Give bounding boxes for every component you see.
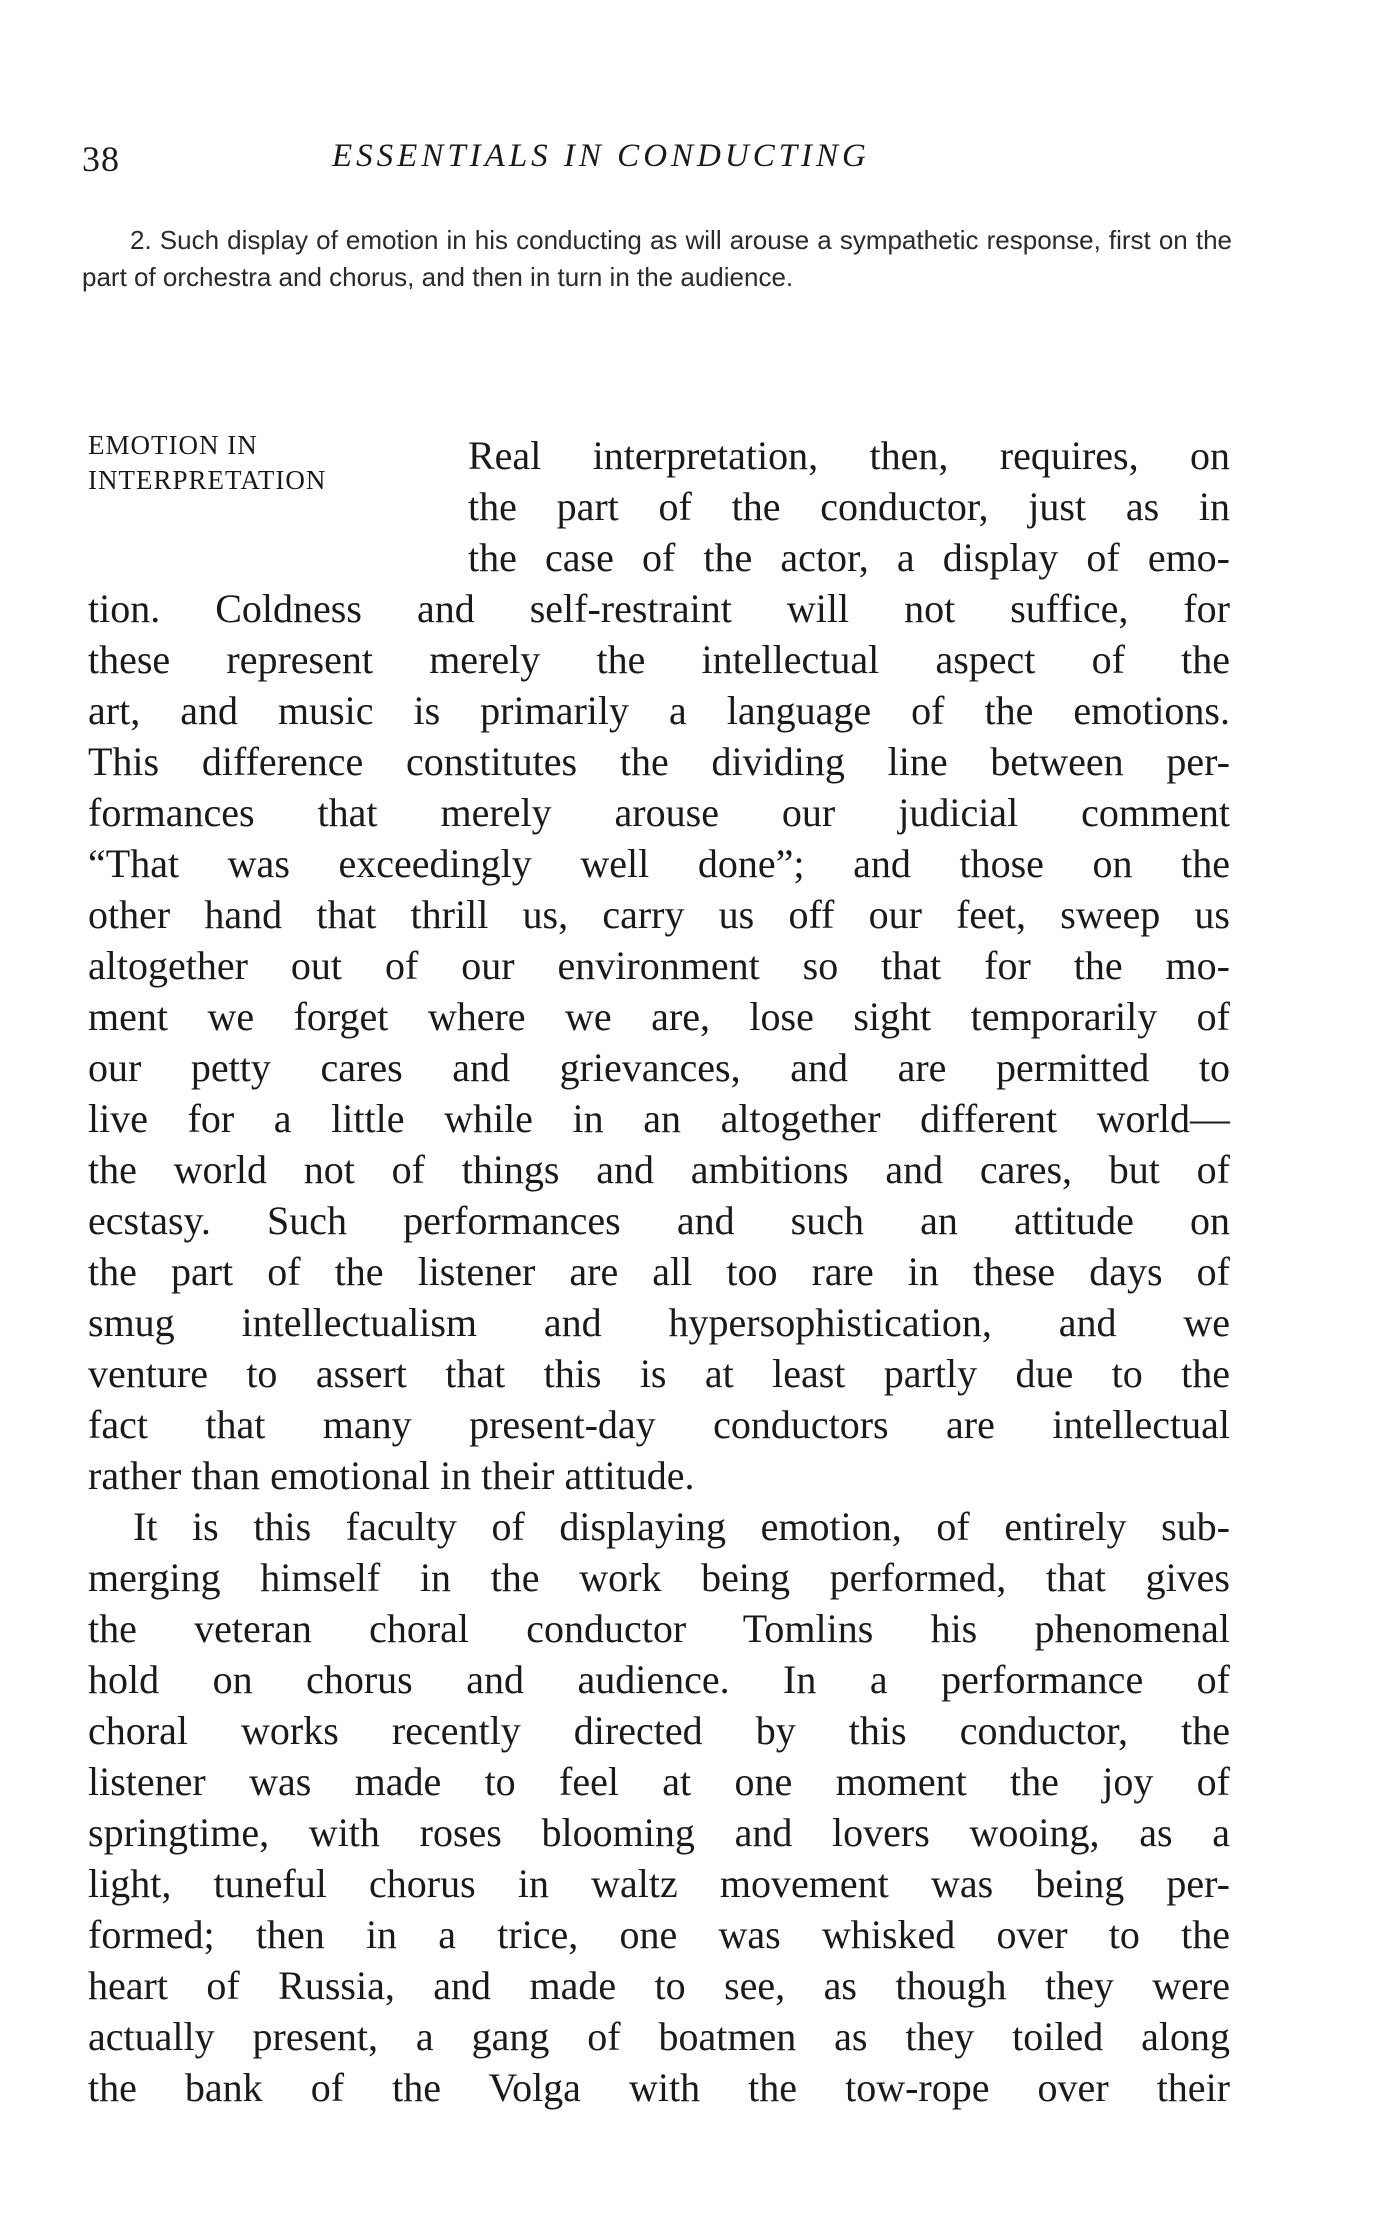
text-line: other hand that thrill us, carry us off our feet, sweep us [88,892,1230,937]
margin-heading-line: EMOTION IN [88,430,258,460]
text-line: This difference constitutes the dividing line between per- [88,739,1230,784]
footnote [82,222,1232,296]
footnote-number: 2. [130,225,152,255]
text-line: springtime, with roses blooming and lovers wooing, as a [88,1810,1230,1855]
text-line: hold on chorus and audience. In a performance of [88,1657,1230,1702]
page-number: 38 [82,139,120,179]
text-line: ment we forget where we are, lose sight temporarily of [88,994,1230,1039]
text-line: It is this faculty of displaying emotion, of entirely sub- [133,1504,1230,1549]
text-line: Real interpretation, then, requires, on [468,433,1230,478]
footnote-text: Such display of emotion in his conducting as will arouse a sympathetic response, first on the part of orchestra and chorus, and then in turn in the audience. [82,225,1232,292]
running-head [82,138,1232,188]
text-line: venture to assert that this is at least partly due to the [88,1351,1230,1396]
body-text [88,430,1230,2113]
text-line: actually present, a gang of boatmen as they toiled along [88,2014,1230,2059]
text-line: listener was made to feel at one moment the joy of [88,1759,1230,1804]
text-line: merging himself in the work being performed, that gives [88,1555,1230,1600]
text-line: fact that many present-day conductors are intellectual [88,1402,1230,1447]
text-line: our petty cares and grievances, and are permitted to [88,1045,1230,1090]
text-line: tion. Coldness and self-restraint will not suffice, for [88,586,1230,631]
text-line: art, and music is primarily a language of the emotions. [88,688,1230,733]
text-line: “That was exceedingly well done”; and those on the [88,841,1230,886]
text-line: formances that merely arouse our judicial comment [88,790,1230,835]
text-line: smug intellectualism and hypersophistication, and we [88,1300,1230,1345]
text-line: ecstasy. Such performances and such an attitude on [88,1198,1230,1243]
book-title: ESSENTIALS IN CONDUCTING [332,138,870,174]
text-line: light, tuneful chorus in waltz movement was being per- [88,1861,1230,1906]
text-line: the world not of things and ambitions and cares, but of [88,1147,1230,1192]
text-line: heart of Russia, and made to see, as though they were [88,1963,1230,2008]
text-line: the veteran choral conductor Tomlins his phenomenal [88,1606,1230,1651]
text-line: the part of the listener are all too rare in these days of [88,1249,1230,1294]
text-line: live for a little while in an altogether different world— [88,1096,1230,1141]
text-line: the case of the actor, a display of emo- [468,535,1230,580]
text-line: the bank of the Volga with the tow-rope over their [88,2065,1230,2110]
text-line: altogether out of our environment so that for the mo- [88,943,1230,988]
margin-heading-line: INTERPRETATION [88,465,327,495]
text-line: choral works recently directed by this conductor, the [88,1708,1230,1753]
text-line: these represent merely the intellectual aspect of the [88,637,1230,682]
text-line: rather than emotional in their attitude. [88,1453,695,1498]
text-line: the part of the conductor, just as in [468,484,1230,529]
text-line: formed; then in a trice, one was whisked over to the [88,1912,1230,1957]
